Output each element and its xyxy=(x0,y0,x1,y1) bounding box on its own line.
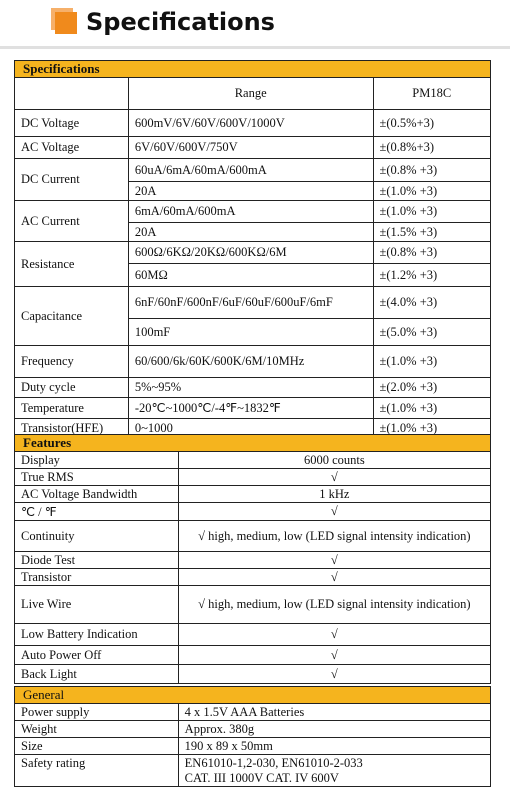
spec-range: 100mF xyxy=(128,319,373,346)
features-table xyxy=(14,434,491,684)
spec-range: -20℃~1000℃/-4℉~1832℉ xyxy=(128,398,373,419)
spec-accuracy: ±(4.0% +3) xyxy=(373,287,490,319)
spec-range: 0~1000 xyxy=(128,419,373,439)
general-value: 4 x 1.5V AAA Batteries xyxy=(178,704,490,721)
spec-range: 5%~95% xyxy=(128,378,373,398)
spec-accuracy: ±(2.0% +3) xyxy=(373,378,490,398)
general-name: Size xyxy=(15,738,179,755)
logo-square-icon xyxy=(55,12,77,34)
page-header xyxy=(0,0,510,54)
spec-accuracy: ±(1.0% +3) xyxy=(373,182,490,201)
spec-name: DC Current xyxy=(15,159,129,201)
general-value: Approx. 380g xyxy=(178,721,490,738)
spec-range: 20A xyxy=(128,182,373,201)
spec-name: AC Current xyxy=(15,201,129,242)
spec-name: Capacitance xyxy=(15,287,129,346)
feature-name: Display xyxy=(15,452,179,469)
feature-name: Continuity xyxy=(15,521,179,552)
feature-value: √ xyxy=(178,624,490,646)
spec-accuracy: ±(0.5%+3) xyxy=(373,110,490,137)
general-name: Safety rating xyxy=(15,755,179,787)
spec-name: Temperature xyxy=(15,398,129,419)
feature-value: √ xyxy=(178,552,490,569)
spec-accuracy: ±(0.8% +3) xyxy=(373,159,490,182)
spec-header-blank xyxy=(15,78,129,110)
page-title: Specifications xyxy=(86,8,275,36)
general-value-multiline xyxy=(178,755,490,787)
spec-range: 600mV/6V/60V/600V/1000V xyxy=(128,110,373,137)
model-header: PM18C xyxy=(373,78,490,110)
spec-range: 6nF/60nF/600nF/6uF/60uF/600uF/6mF xyxy=(128,287,373,319)
feature-value: √ xyxy=(178,569,490,586)
spec-range: 6V/60V/600V/750V xyxy=(128,137,373,159)
feature-value: 6000 counts xyxy=(178,452,490,469)
spec-name: Duty cycle xyxy=(15,378,129,398)
general-heading: General xyxy=(15,687,491,704)
features-heading: Features xyxy=(15,435,491,452)
spec-accuracy: ±(5.0% +3) xyxy=(373,319,490,346)
feature-value: √ high, medium, low (LED signal intensity indication) xyxy=(178,586,490,624)
feature-name: ℃ / ℉ xyxy=(15,503,179,521)
feature-value: 1 kHz xyxy=(178,486,490,503)
spec-accuracy: ±(1.2% +3) xyxy=(373,264,490,287)
spec-name: Frequency xyxy=(15,346,129,378)
general-table xyxy=(14,686,491,787)
general-name: Power supply xyxy=(15,704,179,721)
spec-name: AC Voltage xyxy=(15,137,129,159)
spec-name: Resistance xyxy=(15,242,129,287)
header-rule xyxy=(0,46,510,49)
spec-accuracy: ±(1.0% +3) xyxy=(373,346,490,378)
feature-name: Transistor xyxy=(15,569,179,586)
feature-value: √ xyxy=(178,665,490,684)
spec-name: DC Voltage xyxy=(15,110,129,137)
general-name: Weight xyxy=(15,721,179,738)
general-value: EN61010-1,2-030, EN61010-2-033 xyxy=(184,755,363,770)
spec-range: 60/600/6k/60K/600K/6M/10MHz xyxy=(128,346,373,378)
range-header: Range xyxy=(128,78,373,110)
specifications-heading: Specifications xyxy=(15,61,491,78)
feature-name: Live Wire xyxy=(15,586,179,624)
spec-range: 60uA/6mA/60mA/600mA xyxy=(128,159,373,182)
spec-range: 60MΩ xyxy=(128,264,373,287)
feature-name: Diode Test xyxy=(15,552,179,569)
spec-accuracy: ±(0.8% +3) xyxy=(373,242,490,264)
feature-name: Auto Power Off xyxy=(15,646,179,665)
specifications-table xyxy=(14,60,491,439)
spec-accuracy: ±(1.5% +3) xyxy=(373,223,490,242)
feature-name: Low Battery Indication xyxy=(15,624,179,646)
feature-value: √ xyxy=(178,503,490,521)
general-value: CAT. III 1000V CAT. IV 600V xyxy=(184,770,339,785)
spec-accuracy: ±(0.8%+3) xyxy=(373,137,490,159)
spec-accuracy: ±(1.0% +3) xyxy=(373,398,490,419)
feature-name: Back Light xyxy=(15,665,179,684)
general-value: 190 x 89 x 50mm xyxy=(178,738,490,755)
spec-accuracy: ±(1.0% +3) xyxy=(373,201,490,223)
spec-range: 6mA/60mA/600mA xyxy=(128,201,373,223)
feature-value: √ xyxy=(178,469,490,486)
feature-value: √ xyxy=(178,646,490,665)
spec-range: 600Ω/6KΩ/20KΩ/600KΩ/6M xyxy=(128,242,373,264)
spec-name: Transistor(HFE) xyxy=(15,419,129,439)
feature-name: AC Voltage Bandwidth xyxy=(15,486,179,503)
feature-value: √ high, medium, low (LED signal intensity indication) xyxy=(178,521,490,552)
feature-name: True RMS xyxy=(15,469,179,486)
spec-accuracy: ±(1.0% +3) xyxy=(373,419,490,439)
spec-range: 20A xyxy=(128,223,373,242)
